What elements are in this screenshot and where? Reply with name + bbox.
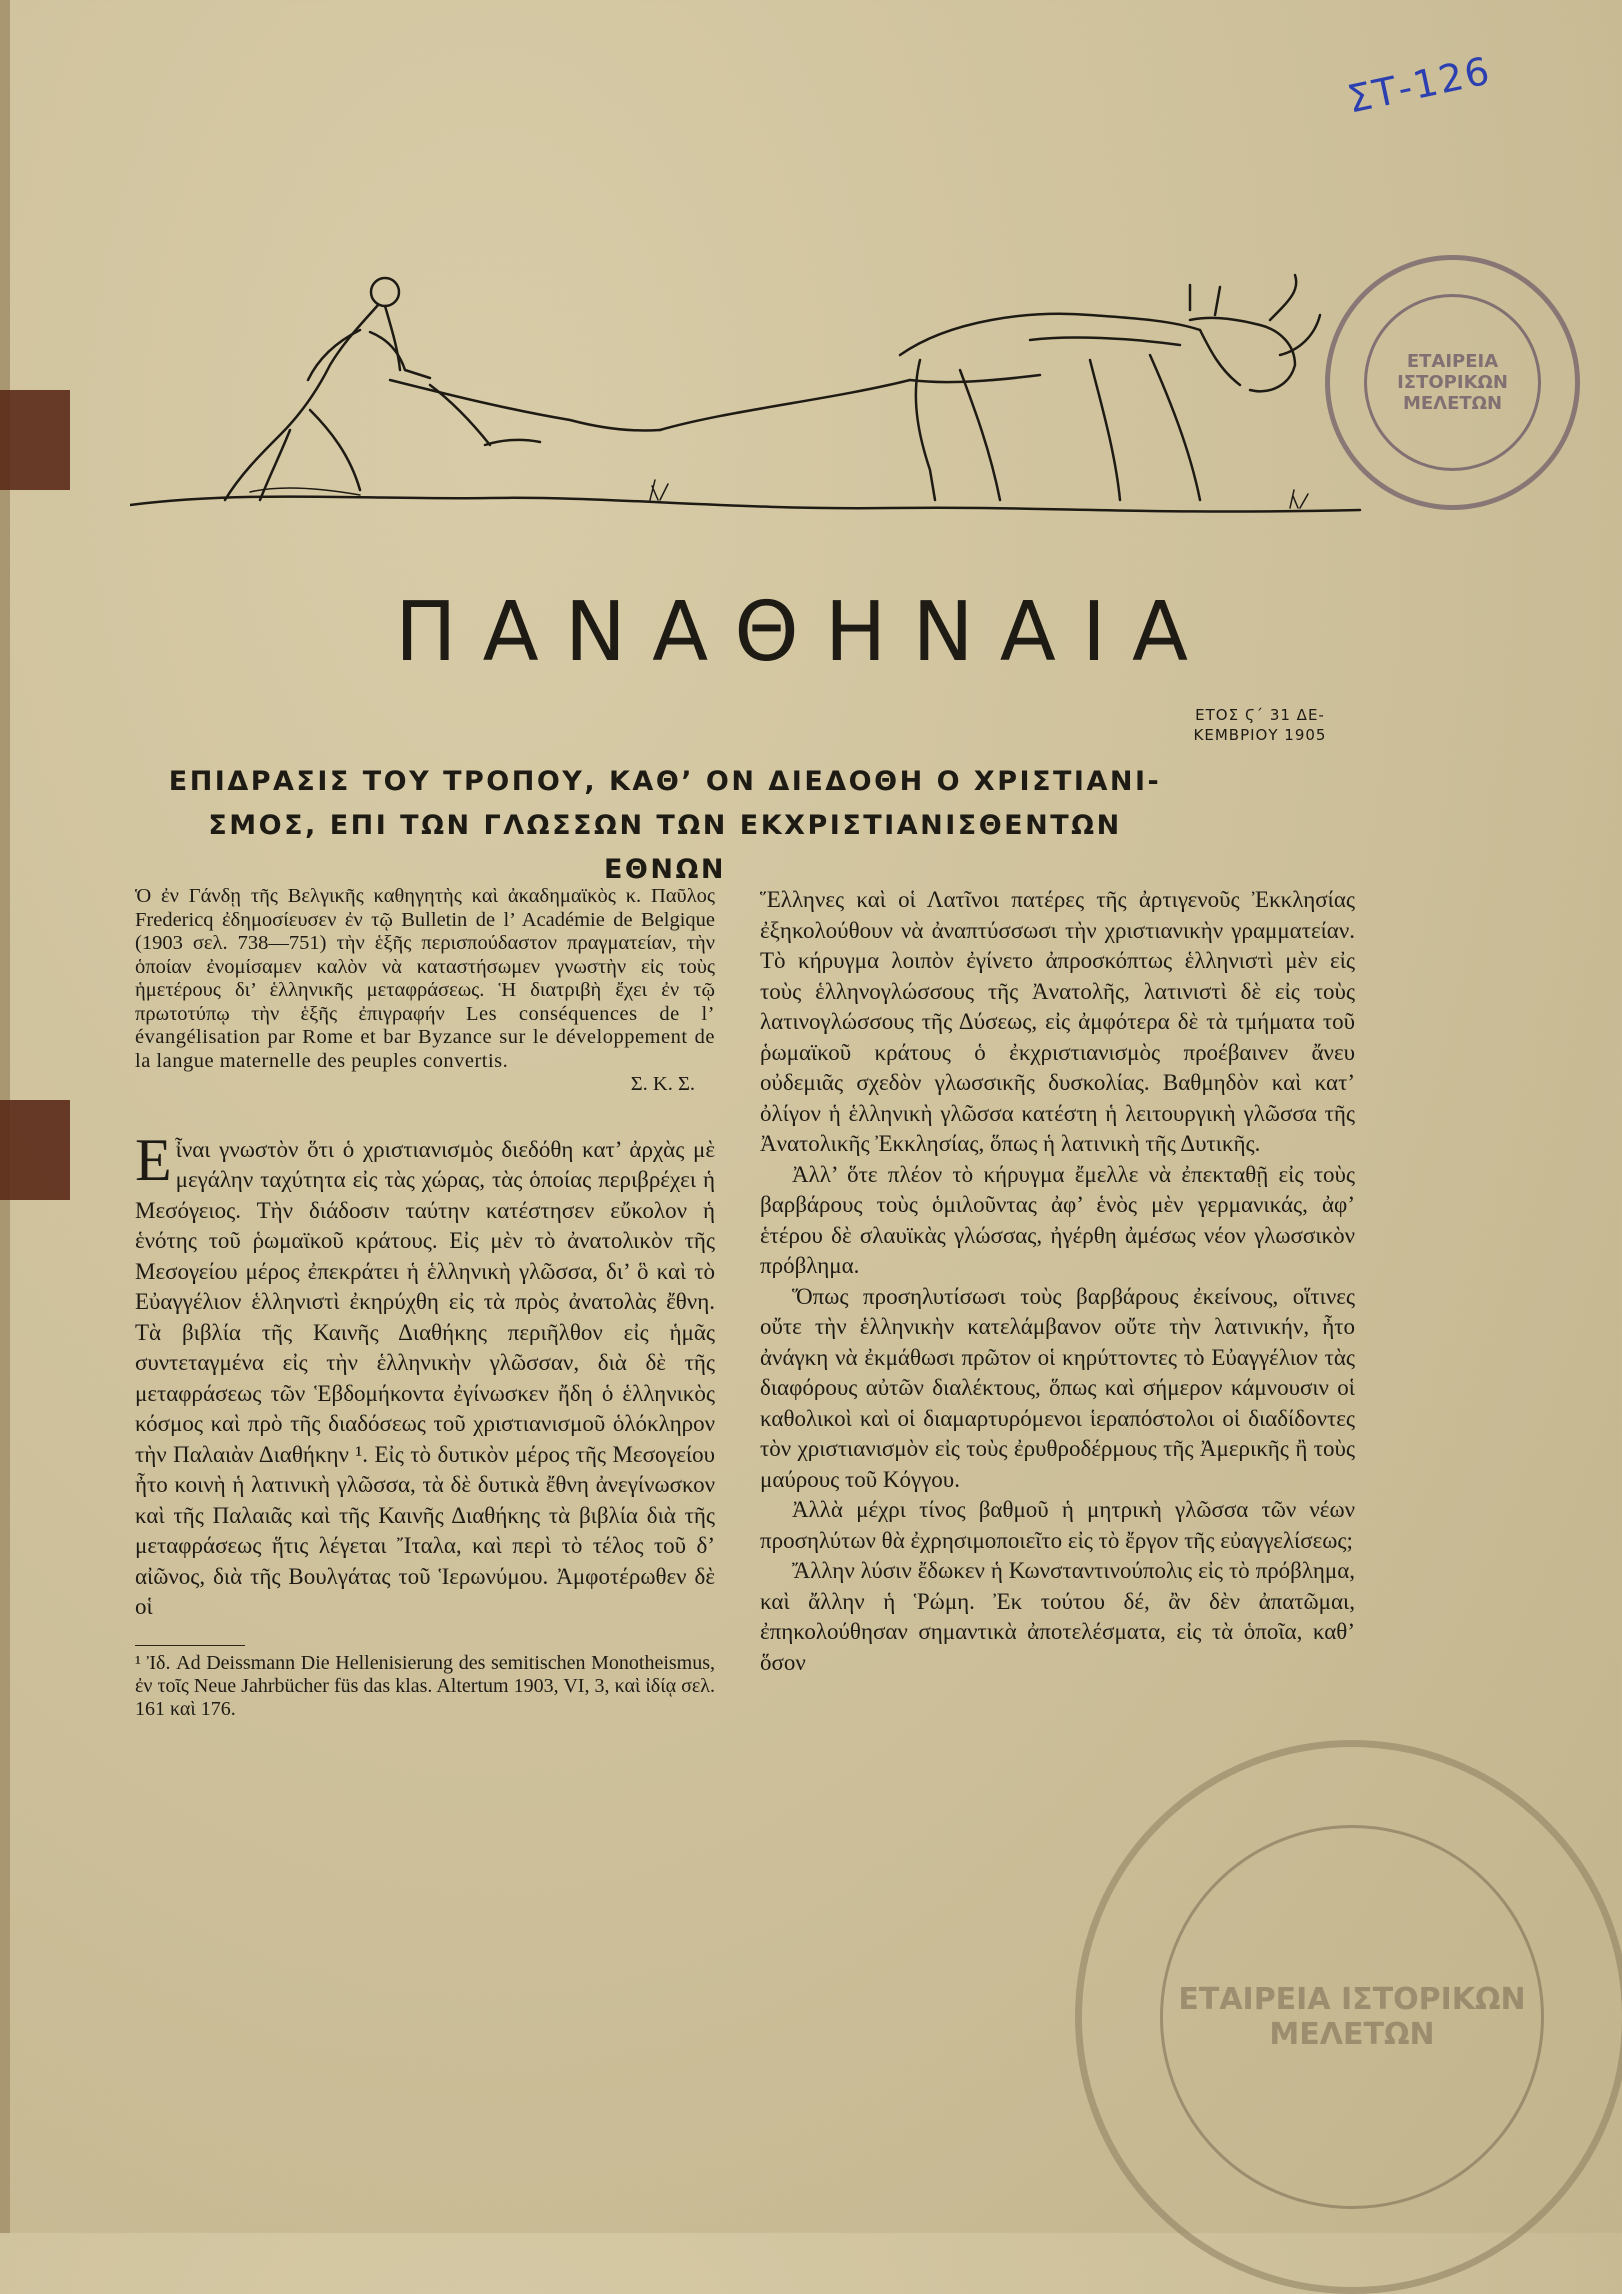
body-paragraph: Ἄλλην λύσιν ἔδωκεν ἡ Κωνσταντινούπολις εἰς τὸ πρόβλημα, καὶ ἄλλην ἡ Ῥώμη. Ἐκ τούτου δέ, ἂν δὲν ἀπατῶμαι, ἐπηκολούθησαν σημαντικὰ ἀποτελέσματα, εἰς τὰ ὁποῖα, καθ’ ὅσον: [760, 1558, 1355, 1675]
issue-line: ΚΕΜΒΡΙΟΥ 1905: [1193, 726, 1327, 744]
body-paragraph: Ἀλλ’ ὅτε πλέον τὸ κήρυγμα ἔμελλε νὰ ἐπεκταθῇ εἰς τοὺς βαρβάρους τοὺς ὁμιλοῦντας ἀφ’ ἑνὸς μὲν γερμανικάς, ἀφ’ ἑτέρου δὲ σλαυϊκὰς γλώσσας, ἠγέρθη ἀμέσως νέον γλωσσικὸν πρόβλημα.: [760, 1161, 1355, 1278]
archive-reference-mark: ΣΤ-126: [1343, 48, 1495, 122]
abstract-french-title: Les conséquences de l’ évangélisation par Rome et bar Byzance sur le développement de la langue maternelle des peuples convertis.: [135, 1002, 716, 1072]
headline-line: ΕΠΙΔΡΑΣΙΣ ΤΟΥ ΤΡΟΠΟΥ, ΚΑΘ’ ΟΝ ΔΙΕΔΟΘΗ Ο ΧΡΙΣΤΙΑΝΙ-: [168, 766, 1162, 797]
footnote: ¹ Ἰδ. Ad Deissmann Die Hellenisierung des semitischen Monotheismus, ἐν τοῖς Neue Jahrbücher füs das klas. Altertum 1903, VI, 3, καὶ ἰδίᾳ σελ. 161 καὶ 176.: [135, 1651, 715, 1720]
body-paragraph: Ὅπως προσηλυτίσωσι τοὺς βαρβάρους ἐκείνους, οἵτινες οὔτε τὴν ἑλληνικὴν κατελάμβανον οὔτε τὴν λατινικήν, ἦτο ἀνάγκη νὰ ἐκμάθωσι πρῶτον οἱ κηρύττοντες τὸ Εὐαγγέλιον τὰς διαφόρους αὐτῶν διαλέκτους, ὅπως καὶ σήμερον κάμνουσιν οἱ καθολικοὶ καὶ οἱ διαμαρτυρόμενοι ἱεραπόστολοι οἱ διαδίδοντες τὸν χριστιανισμὸν εἰς τοὺς ἐρυθροδέρμους τῆς Ἀμερικῆς ἢ τοὺς μαύρους τοῦ Κόγγου.: [760, 1283, 1355, 1492]
body-paragraph: [135, 1126, 715, 1623]
right-column: [760, 885, 1355, 1678]
ploughman-illustration: [130, 260, 1370, 520]
archive-stamp-large: [1075, 1740, 1622, 2294]
body-paragraph: Ἕλληνες καὶ οἱ Λατῖνοι πατέρες τῆς ἀρτιγενοῦς Ἐκκλησίας ἐξηκολούθουν νὰ ἀναπτύσσωσι τὴν χριστιανικὴν γραμματείαν. Τὸ κήρυγμα λοιπὸν ἐγίνετο ἀπροσκόπτως ἑλληνιστὶ μὲν εἰς τοὺς ἑλληνογλώσσους τῆς Ἀνατολῆς, λατινιστὶ δὲ εἰς τοὺς λατινογλώσσους τῆς Δύσεως, εἰς ἀμφότερα δὲ τὰ τμήματα τοῦ ῥωμαϊκοῦ κράτους ὁ ἐκχριστιανισμὸς προέβαινεν ἄνευ οὐδεμιᾶς σχεδὸν γλωσσικῆς δυσκολίας. Βαθμηδὸν καὶ κατ’ ὀλίγον ἡ ἑλληνικὴ γλῶσσα κατέστη ἡ λειτουργικὴ γλῶσσα τῆς Ἀνατολικῆς Ἐκκλησίας, ὅπως ἡ λατινικὴ τῆς Δυτικῆς.: [760, 887, 1355, 1156]
binding-tape: [0, 1100, 70, 1200]
binding-tape: [0, 390, 70, 490]
masthead-title: ΠΑΝΑΘΗΝΑΙΑ: [395, 585, 1215, 680]
left-column: [135, 885, 715, 1721]
paragraph-text: ἶναι γνωστὸν ὅτι ὁ χριστιανισμὸς διεδόθη κατ’ ἀρχὰς μὲ μεγάλην ταχύτητα εἰς τὰς χώρας, τὰς ὁποίας περιβρέχει ἡ Μεσόγειος. Τὴν διάδοσιν ταύτην κατέστησεν εὔκολον ἡ ἑνότης τοῦ ῥωμαϊκοῦ κράτους. Εἰς μὲν τὸ ἀνατολικὸν τῆς Μεσογείου μέρος ἐπεκράτει ἡ ἑλληνικὴ γλῶσσα, δι’ ὃ καὶ τὸ Εὐαγγέλιον ἑλληνιστὶ ἐκηρύχθη εἰς τὰ πρὸς ἀνατολὰς ἔθνη. Τὰ βιβλία τῆς Καινῆς Διαθήκης περιῆλθον εἰς ἡμᾶς συντεταγμένα εἰς τὴν ἑλληνικὴν γλῶσσαν, διὰ δὲ τῆς μεταφράσεως τῶν Ἑβδομήκοντα ἐγίνωσκεν ἤδη ὁ ἑλληνικὸς κόσμος καὶ πρὸ τῆς διαδόσεως τοῦ χριστιανισμοῦ ὁλόκληρον τὴν Παλαιὰν Διαθήκην ¹. Εἰς τὸ δυτικὸν μέρος τῆς Μεσογείου ἦτο κοινὴ ἡ λατινικὴ γλῶσσα, τὰ δὲ δυτικὰ ἔθνη ἀνεγίνωσκον καὶ τῆς Παλαιᾶς καὶ τῆς Καινῆς Διαθήκης τὰ βιβλία διὰ τῆς μεταφράσεως ἥτις λέγεται Ἴταλα, καὶ περὶ τὸ τέλος τοῦ δ’ αἰῶνος, διὰ τῆς Βουλγάτας τοῦ Ἱερωνύμου. Ἀμφοτέρωθεν δὲ οἱ: [135, 1136, 715, 1619]
body-paragraph: Ἀλλὰ μέχρι τίνος βαθμοῦ ἡ μητρικὴ γλῶσσα τῶν νέων προσηλύτων θὰ ἐχρησιμοποιεῖτο εἰς τὸ ἔργον τῆς εὐαγγελίσεως;: [760, 1497, 1355, 1553]
footnote-divider: [135, 1645, 245, 1646]
issue-line: ΕΤΟΣ Ϛ΄ 31 ΔΕ-: [1195, 706, 1325, 724]
drop-cap: Ε: [135, 1126, 172, 1193]
archive-stamp: [1325, 255, 1580, 510]
stamp-text: ΕΤΑΙΡΕΙΑ ΙΣΤΟΡΙΚΩΝ ΜΕΛΕΤΩΝ: [1397, 351, 1508, 414]
article-headline: [165, 760, 1165, 892]
article-abstract: [135, 885, 715, 1097]
abstract-greek: Ὁ ἐν Γάνδῃ τῆς Βελγικῆς καθηγητὴς καὶ ἀκαδημαϊκὸς κ. Παῦλος Fredericq ἐδημοσίευσεν ἐν τῷ Bulletin de l’ Académie de Belgique (1903 σελ. 738—751) τὴν ἑξῆς περισπούδαστον πραγματείαν, τὴν ὁποίαν ἐνομίσαμεν καλὸν νὰ καταστήσωμεν γνωστὴν εἰς τοὺς ἡμετέρους δι’ ἑλληνικῆς μεταφράσεως. Ἡ διατριβὴ ἔχει ἐν τῷ πρωτοτύπῳ τὴν ἑξῆς ἐπιγραφήν: [135, 885, 715, 1025]
headline-line: ΣΜΟΣ, ΕΠΙ ΤΩΝ ΓΛΩΣΣΩΝ ΤΩΝ ΕΚΧΡΙΣΤΙΑΝΙΣΘΕΝΤΩΝ ΕΘΝΩΝ: [208, 810, 1122, 885]
abstract-signature: Σ. Κ. Σ.: [630, 1073, 695, 1095]
issue-info: [1160, 705, 1360, 745]
stamp-text: ΕΤΑΙΡΕΙΑ ΙΣΤΟΡΙΚΩΝ ΜΕΛΕΤΩΝ: [1178, 1982, 1526, 2052]
